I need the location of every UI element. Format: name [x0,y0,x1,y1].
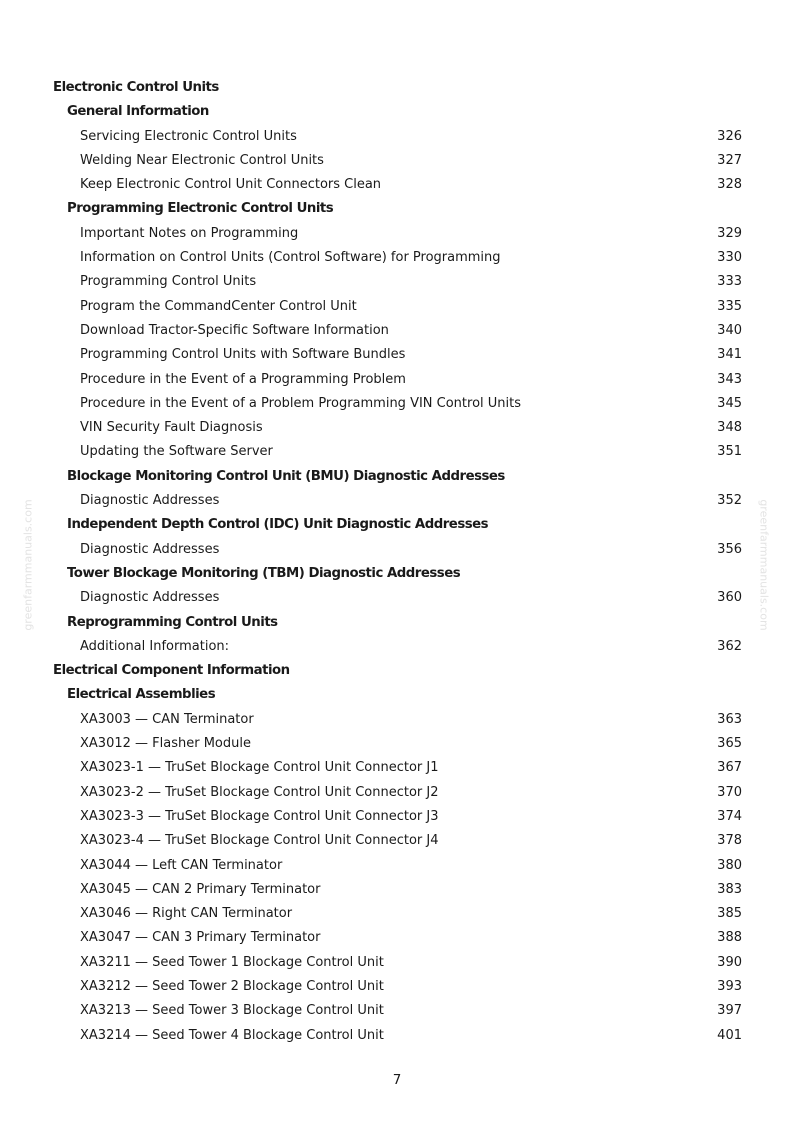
toc-page-number: 390 [717,954,742,970]
toc-entry-title: Tower Blockage Monitoring (TBM) Diagnostic Addresses [67,565,461,581]
toc-entry[interactable] [0,173,794,197]
toc-entry[interactable] [0,246,794,270]
toc-entry[interactable] [0,538,794,562]
toc-page-number: 367 [717,760,742,776]
toc-entry[interactable] [0,878,794,902]
toc-entry[interactable] [0,781,794,805]
toc-entry[interactable] [0,392,794,416]
toc-page-number: 378 [717,833,742,849]
toc-entry-title: XA3047 — CAN 3 Primary Terminator [80,930,321,946]
toc-entry[interactable] [0,1024,794,1048]
toc-entry-title: Diagnostic Addresses [80,493,220,509]
toc-entry-title: Electrical Component Information [53,663,290,679]
toc-entry-title: XA3012 — Flasher Module [80,736,251,752]
toc-chapter-heading [0,659,794,683]
watermark-right: greenfarmmanuals.com [757,499,771,631]
toc-page-number: 363 [717,711,742,727]
toc-section-heading [0,513,794,537]
toc-entry-title: VIN Security Fault Diagnosis [80,420,263,436]
toc-entry[interactable] [0,368,794,392]
toc-page-number: 362 [717,638,742,654]
toc-page-number: 335 [717,298,742,314]
toc-entry-title: XA3045 — CAN 2 Primary Terminator [80,881,321,897]
toc-entry-title: Programming Control Units with Software Bundles [80,347,406,363]
toc-entry-title: XA3023-3 — TruSet Blockage Control Unit Connector J3 [80,808,439,824]
watermark-left: greenfarmmanuals.com [21,499,35,631]
toc-entry[interactable] [0,440,794,464]
toc-entry[interactable] [0,489,794,513]
toc-entry-title: XA3212 — Seed Tower 2 Blockage Control Unit [80,978,384,994]
toc-section-heading [0,100,794,124]
toc-entry[interactable] [0,926,794,950]
toc-entry-title: Procedure in the Event of a Problem Programming VIN Control Units [80,395,522,411]
toc-entry[interactable] [0,708,794,732]
toc-page-number: 356 [717,541,742,557]
toc-page-number: 397 [717,1003,742,1019]
toc-entry[interactable] [0,756,794,780]
toc-section-heading [0,465,794,489]
toc-entry-title: Important Notes on Programming [80,225,299,241]
toc-page-number: 341 [717,347,742,363]
toc-chapter-heading [0,76,794,100]
toc-entry[interactable] [0,805,794,829]
toc-entry-title: Download Tractor-Specific Software Information [80,322,389,338]
toc-entry-title: Blockage Monitoring Control Unit (BMU) Diagnostic Addresses [67,468,505,484]
toc-entry-title: Electrical Assemblies [67,687,216,703]
toc-page-number: 365 [717,736,742,752]
toc-entry-title: Program the CommandCenter Control Unit [80,298,357,314]
toc-entry[interactable] [0,732,794,756]
toc-page-number: 374 [717,808,742,824]
toc-page-number: 326 [717,128,742,144]
toc-entry-title: XA3213 — Seed Tower 3 Blockage Control Unit [80,1003,384,1019]
toc-page-number: 370 [717,784,742,800]
toc-entry[interactable] [0,975,794,999]
toc-entry[interactable] [0,951,794,975]
toc-page-number: 385 [717,906,742,922]
table-of-contents [0,76,794,1048]
toc-section-heading [0,197,794,221]
toc-page-number: 328 [717,177,742,193]
toc-page-number: 401 [717,1027,742,1043]
toc-page-number: 333 [717,274,742,290]
toc-entry-title: General Information [67,104,209,120]
toc-entry[interactable] [0,416,794,440]
toc-page-number: 327 [717,152,742,168]
page-number: 7 [392,1072,402,1088]
toc-page-number: 383 [717,881,742,897]
toc-entry-title: Reprogramming Control Units [67,614,278,630]
toc-entry[interactable] [0,125,794,149]
toc-entry-title: XA3214 — Seed Tower 4 Blockage Control Unit [80,1027,384,1043]
toc-entry-title: XA3003 — CAN Terminator [80,711,254,727]
toc-entry[interactable] [0,829,794,853]
toc-entry[interactable] [0,635,794,659]
toc-page-number: 388 [717,930,742,946]
toc-entry-title: Updating the Software Server [80,444,273,460]
toc-page-number: 348 [717,420,742,436]
toc-entry-title: XA3044 — Left CAN Terminator [80,857,283,873]
toc-section-heading [0,611,794,635]
toc-entry-title: Independent Depth Control (IDC) Unit Diagnostic Addresses [67,517,489,533]
toc-page-number: 393 [717,978,742,994]
toc-entry[interactable] [0,586,794,610]
toc-entry-title: Procedure in the Event of a Programming Problem [80,371,406,387]
toc-page-number: 351 [717,444,742,460]
toc-entry-title: Welding Near Electronic Control Units [80,152,324,168]
toc-section-heading [0,683,794,707]
toc-entry-title: Diagnostic Addresses [80,541,220,557]
toc-page-number: 345 [717,395,742,411]
toc-page-number: 329 [717,225,742,241]
toc-page-number: 360 [717,590,742,606]
toc-entry[interactable] [0,343,794,367]
toc-entry-title: Diagnostic Addresses [80,590,220,606]
toc-page-number: 330 [717,250,742,266]
toc-entry[interactable] [0,902,794,926]
toc-entry-title: Additional Information: [80,638,230,654]
toc-page-number: 343 [717,371,742,387]
toc-page-number: 380 [717,857,742,873]
toc-entry[interactable] [0,149,794,173]
toc-entry-title: Servicing Electronic Control Units [80,128,297,144]
toc-entry-title: Information on Control Units (Control Software) for Programming [80,250,501,266]
toc-entry-title: Programming Control Units [80,274,257,290]
toc-entry[interactable] [0,999,794,1023]
toc-section-heading [0,562,794,586]
toc-entry[interactable] [0,295,794,319]
toc-page-number: 340 [717,322,742,338]
toc-entry-title: Programming Electronic Control Units [67,201,334,217]
toc-entry-title: XA3046 — Right CAN Terminator [80,906,293,922]
toc-entry[interactable] [0,854,794,878]
toc-entry[interactable] [0,222,794,246]
toc-entry-title: Electronic Control Units [53,80,219,95]
toc-entry[interactable] [0,270,794,294]
toc-entry-title: XA3023-1 — TruSet Blockage Control Unit Connector J1 [80,760,439,776]
toc-entry-title: XA3211 — Seed Tower 1 Blockage Control Unit [80,954,384,970]
toc-entry-title: XA3023-4 — TruSet Blockage Control Unit Connector J4 [80,833,439,849]
toc-entry-title: XA3023-2 — TruSet Blockage Control Unit Connector J2 [80,784,439,800]
toc-entry-title: Keep Electronic Control Unit Connectors Clean [80,177,382,193]
toc-entry[interactable] [0,319,794,343]
toc-page-number: 352 [717,493,742,509]
